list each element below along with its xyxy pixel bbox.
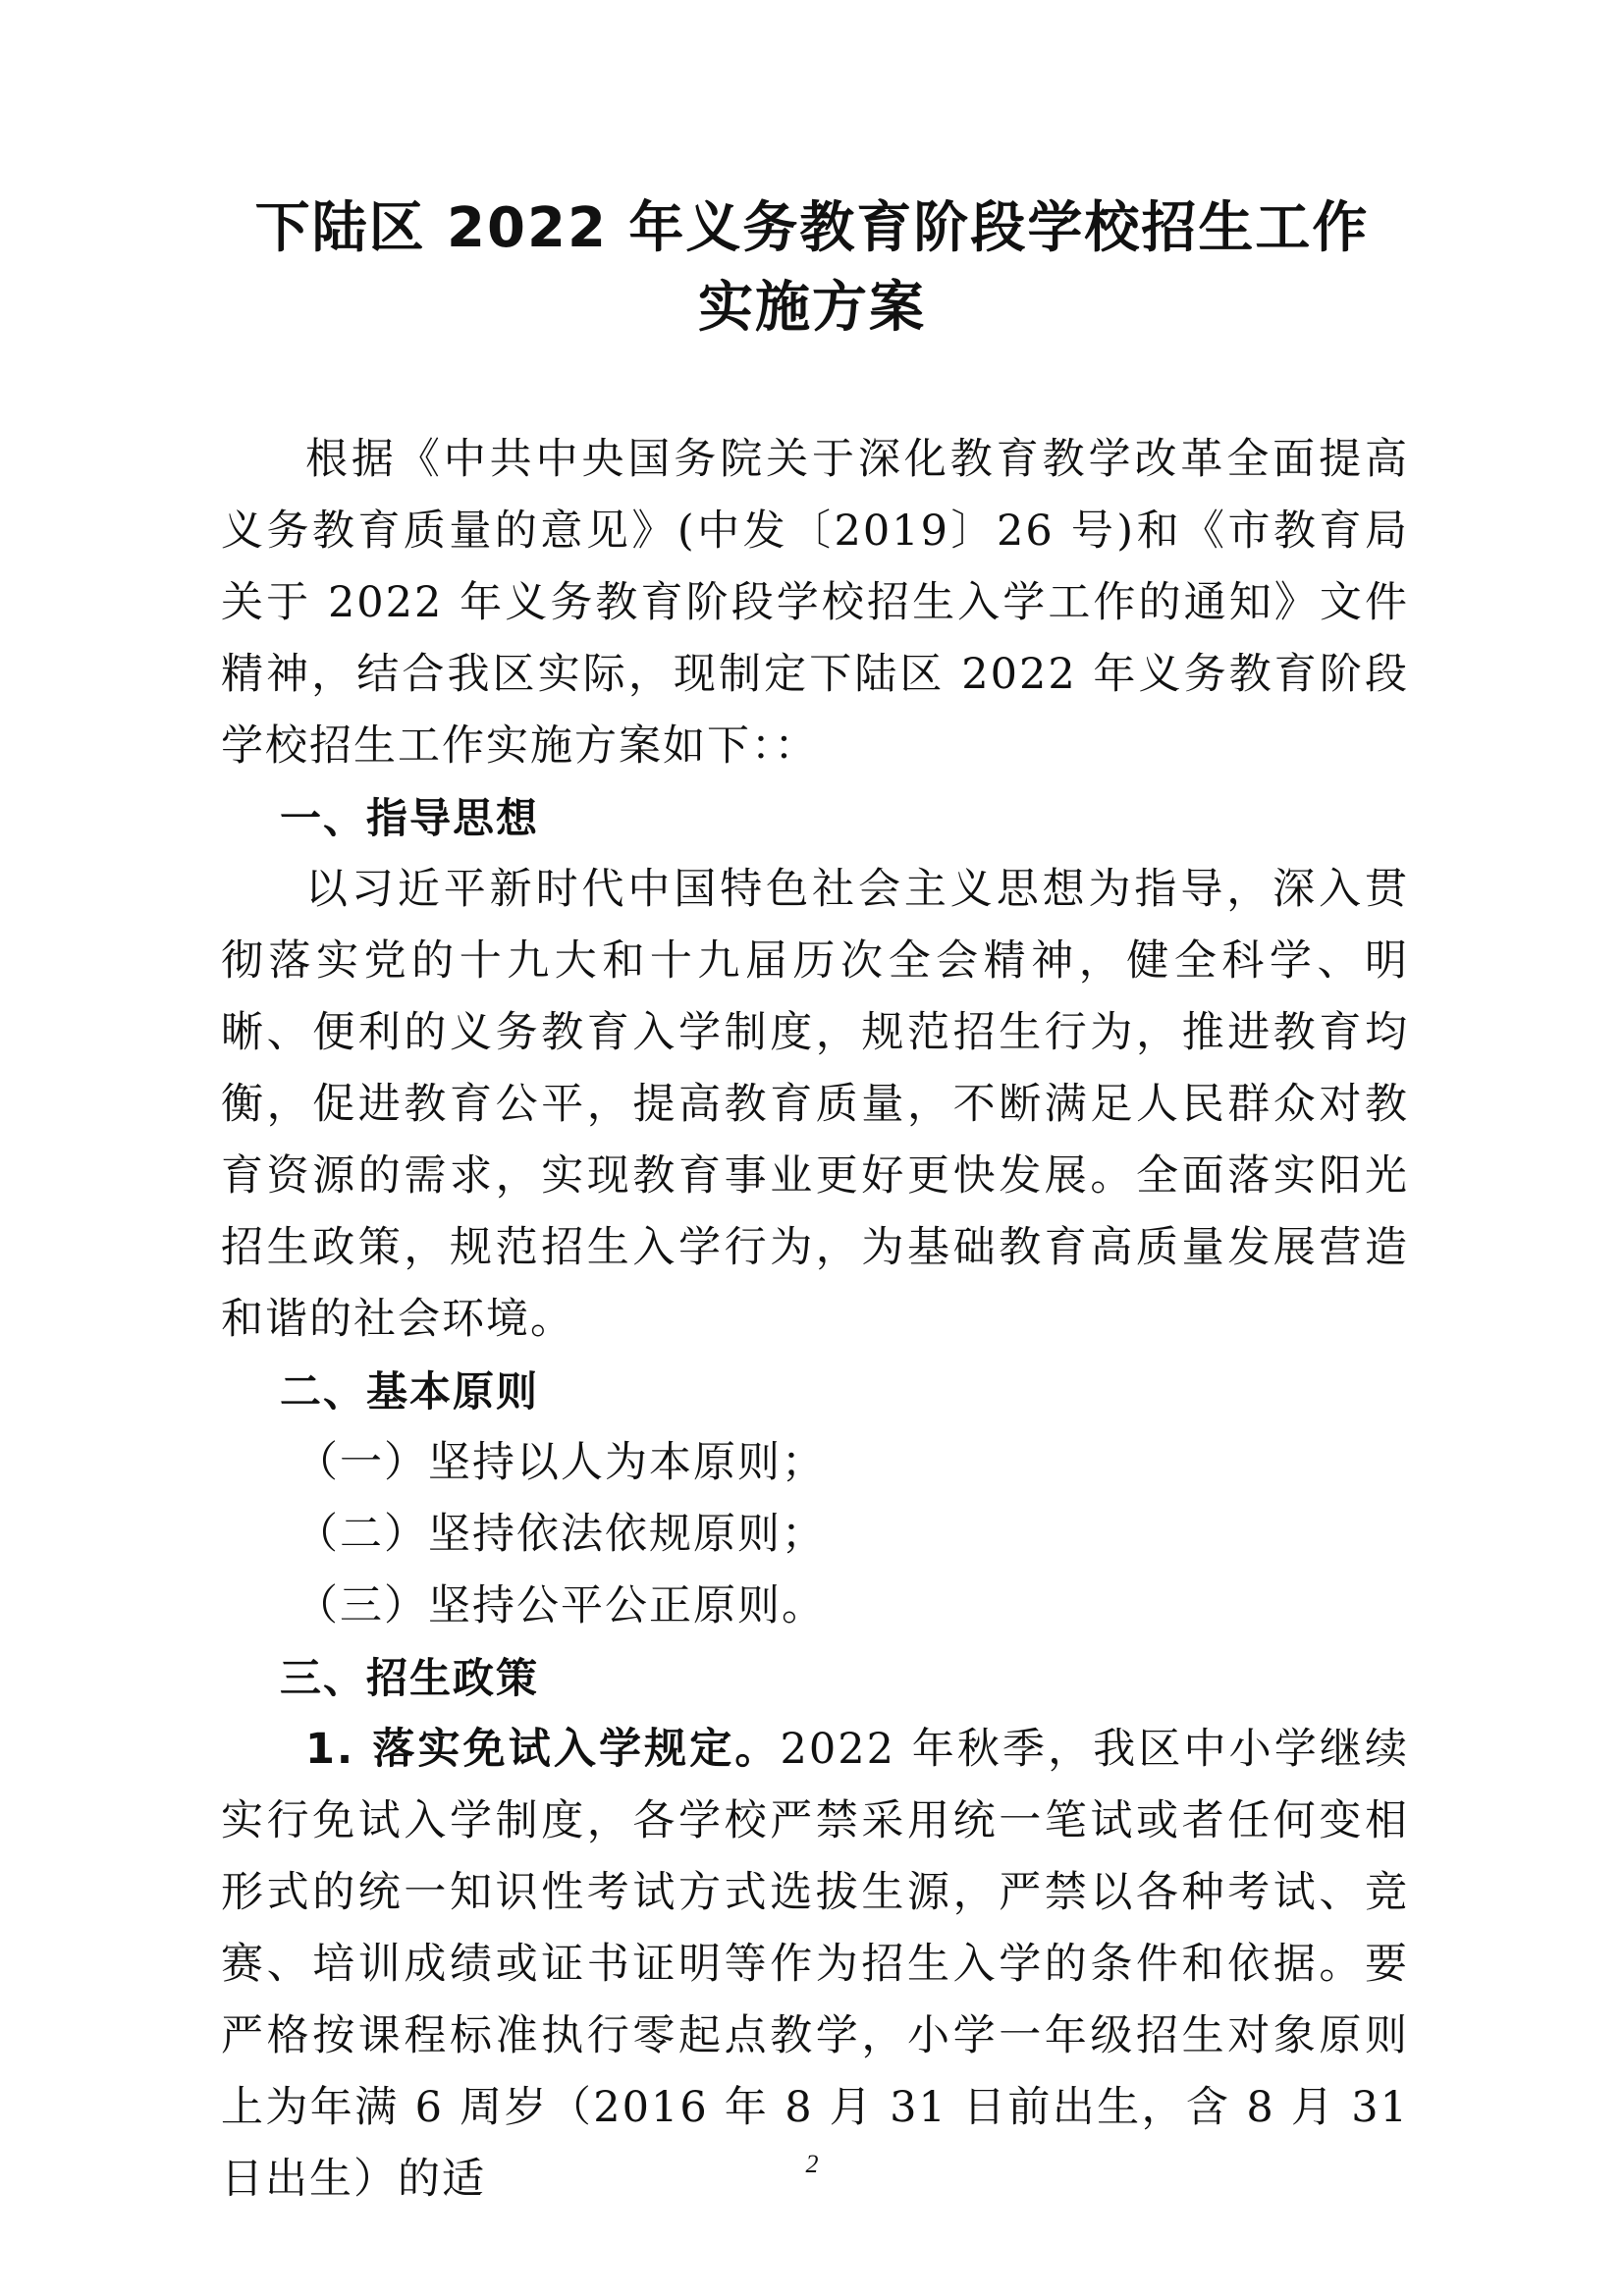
policy-item-body: 2022 年秋季，我区中小学继续实行免试入学制度，各学校严禁采用统一笔试或者任何变相形式的统一知识性考试方式选拔生源，严禁以各种考试、竞赛、培训成绩或证书证明等作为招生入学的条件和依据。要严格按课程标准执行零起点教学，小学一年级招生对象原则上为年满 6 周岁（2016 年 8 月 31 日前出生，含 8 月 31 日出生）的适 xyxy=(221,1725,1409,2204)
section-paragraph-guiding-ideology: 以习近平新时代中国特色社会主义思想为指导，深入贯彻落实党的十九大和十九届历次全会精神，健全科学、明晰、便利的义务教育入学制度，规范招生行为，推进教育均衡，促进教育公平，提高教育质量，不断满足人民群众对教育资源的需求，实现教育事业更好更快发展。全面落实阳光招生政策，规范招生入学行为，为基础教育高质量发展营造和谐的社会环境。 xyxy=(221,865,1409,1344)
document-body xyxy=(221,424,1409,2216)
principle-item: （一）坚持以人为本原则； xyxy=(296,1438,826,1487)
section-heading-enrollment-policy: 三、招生政策 xyxy=(280,1654,540,1702)
principle-item: （二）坚持依法依规原则； xyxy=(296,1510,826,1559)
intro-paragraph: 根据《中共中央国务院关于深化教育教学改革全面提高义务教育质量的意见》(中发〔2019〕26 号)和《市教育局关于 2022 年义务教育阶段学校招生入学工作的通知》文件精神，结合我区实际，现制定下陆区 2022 年义务教育阶段学校招生工作实施方案如下：： xyxy=(221,435,1409,771)
document-title-line2: 实施方案 xyxy=(698,276,926,340)
policy-item-exam-free-admission xyxy=(221,1714,1409,2216)
document-title-line1: 下陆区 2022 年义务教育阶段学校招生工作 xyxy=(254,196,1370,260)
section-heading-basic-principles: 二、基本原则 xyxy=(280,1367,540,1415)
section-heading-guiding-ideology: 一、指导思想 xyxy=(280,794,540,842)
principle-item: （三）坚持公平公正原则。 xyxy=(296,1581,826,1630)
page-number: 2 xyxy=(805,2150,819,2178)
policy-item-lead: 1. 落实免试入学规定。 xyxy=(305,1725,781,1774)
